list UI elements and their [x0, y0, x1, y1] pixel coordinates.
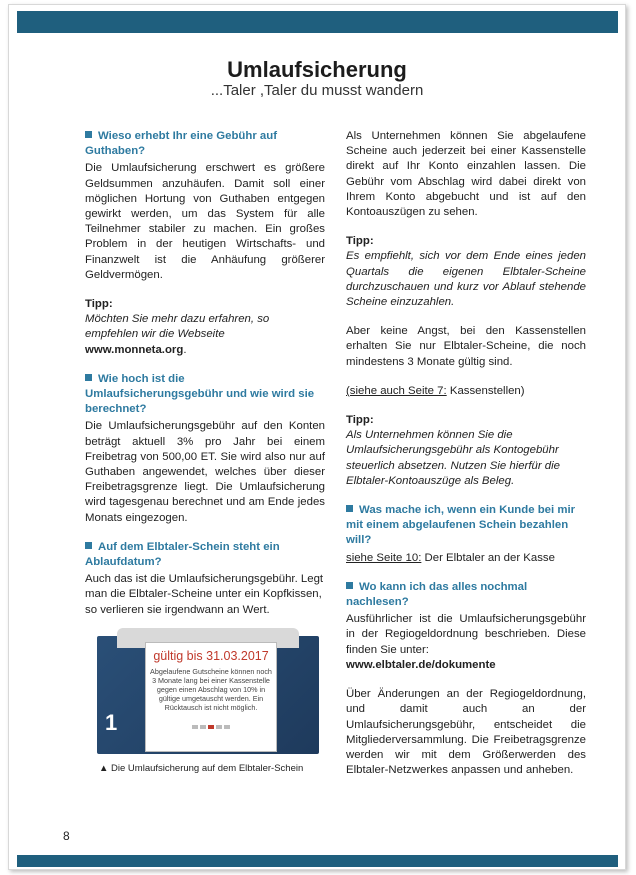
page-10-link[interactable]: siehe Seite 10: — [346, 551, 422, 564]
page-7-link[interactable]: (siehe auch Seite 7: — [346, 384, 447, 397]
cross-reference: (siehe auch Seite 7: Kassenstellen) — [346, 384, 525, 397]
banknote-numeral: 1 — [105, 710, 118, 735]
page-number: 8 — [63, 829, 70, 843]
page-subtitle: ...Taler ,Taler du musst wandern — [210, 82, 424, 99]
document-page — [8, 4, 626, 870]
paragraph: Die Umlaufsicherungsgebühr auf den Konten beträgt aktuell 3% pro Jahr bei einem Freibetrag von 500,00 ET. Sie wird also nur auf Guthaben angewendet, welches über dieser Freibetragsgrenze liegt. Die Umlaufsicherung wird tagesgenau berechnet und am Ende jedes Monats eingezogen. — [85, 420, 325, 524]
tip-text: Möchten Sie mehr dazu erfahren, so empfehlen wir die Webseite www.monneta.org. — [85, 313, 270, 356]
header-bar — [17, 11, 618, 33]
footer-bar — [17, 855, 618, 867]
bullet-square-icon — [85, 374, 92, 381]
validity-label — [145, 642, 277, 752]
section-heading: Wieso erhebt Ihr eine Gebühr auf Guthaben? — [85, 130, 278, 158]
section-heading: Wie hoch ist die Umlaufsicherungsgebühr und wie wird sie berechnet? — [85, 372, 315, 416]
elbtaler-note-illustration — [97, 628, 319, 754]
bullet-square-icon — [85, 131, 92, 138]
left-column — [85, 129, 325, 618]
image-caption: ▲ Die Umlaufsicherung auf dem Elbtaler-Schein — [99, 763, 304, 774]
page-title: Umlaufsicherung — [227, 57, 407, 82]
section-heading: Auf dem Elbtaler-Schein steht ein Ablaufdatum? — [85, 540, 280, 569]
validity-date: gültig bis 31.03.2017 — [153, 649, 269, 663]
elbtaler-docs-link[interactable]: www.elbtaler.de/dokumente — [346, 658, 496, 671]
monneta-link[interactable]: www.monneta.org — [85, 343, 184, 356]
section-heading: Was mache ich, wenn ein Kunde bei mir mit einem abgelaufenen Schein bezahlen will? — [346, 504, 576, 547]
paragraph: Über Änderungen an der Regiogeldordnung, und damit auch an der Umlaufsicherungsgebühr, entscheidet die Mitgliederversammlung. Die Freibetragsgrenze werden wir mit dem Größerwerden des Elbtaler-Netzwerkes anpassen und anheben. — [346, 688, 586, 777]
paragraph: Ausführlicher ist die Umlaufsicherungsgebühr in der Regiogeldordnung beschrieben. Diese finden Sie unter: — [346, 613, 586, 656]
tip-label: Tipp: — [85, 298, 113, 311]
tip-text: Es empfiehlt, sich vor dem Ende eines jeden Quartals die eigenen Elbtaler-Scheine durchzuschauen und kurz vor Ablauf stehende Scheine einzuzahlen. — [346, 250, 586, 309]
tip-label: Tipp: — [346, 235, 374, 248]
tip-label: Tipp: — [346, 414, 374, 427]
bullet-square-icon — [85, 542, 92, 549]
cross-reference: siehe Seite 10: Der Elbtaler an der Kasse — [346, 551, 555, 564]
tip-text: Als Unternehmen können Sie die Umlaufsicherungsgebühr als Kontogebühr steuerlich absetzen. Nutzen Sie hierfür die Elbtaler-Kontoauszüge als Beleg. — [346, 429, 561, 487]
decorative-dots — [146, 716, 276, 734]
paragraph: Die Umlaufsicherung erschwert es größere Geldsummen anzuhäufen. Damit soll einer möglichen Hortung von Guthaben entgegen gewirkt werden, um das System für alle Teilnehmer stabiler zu machen. Ein großes Problem in der heutigen Wirtschafts- und Finanzwelt ist die Anhäufung größerer Geldvermögen. — [85, 162, 325, 281]
paragraph: Auch das ist die Umlaufsicherungsgebühr. Legt man die Elbtaler-Scheine unter ein Kopfkissen, so verlieren sie irgendwann an Wert. — [85, 573, 324, 616]
paragraph: Aber keine Angst, bei den Kassenstellen erhalten Sie nur Elbtaler-Scheine, die noch mindestens 3 Monate gültig sind. — [346, 325, 586, 368]
right-column — [346, 129, 586, 778]
section-heading: Wo kann ich das alles nochmal nachlesen? — [346, 580, 528, 609]
validity-text: Abgelaufene Gutscheine können noch 3 Monate lang bei einer Kassenstelle gegen einen Abschlag von 10% in gültige umgetauscht werden. Ein Rücktausch ist nicht möglich. — [150, 667, 272, 712]
paragraph: Als Unternehmen können Sie abgelaufene Scheine auch jederzeit bei einer Kassenstelle direkt auf Ihr Konto einzahlen lassen. Die Gebühr vom Abschlag wird dabei direkt von Ihrem Konto abgebucht und ist auf den Kontoauszügen zu sehen. — [346, 130, 586, 219]
bullet-square-icon — [346, 505, 353, 512]
bullet-square-icon — [346, 582, 353, 589]
